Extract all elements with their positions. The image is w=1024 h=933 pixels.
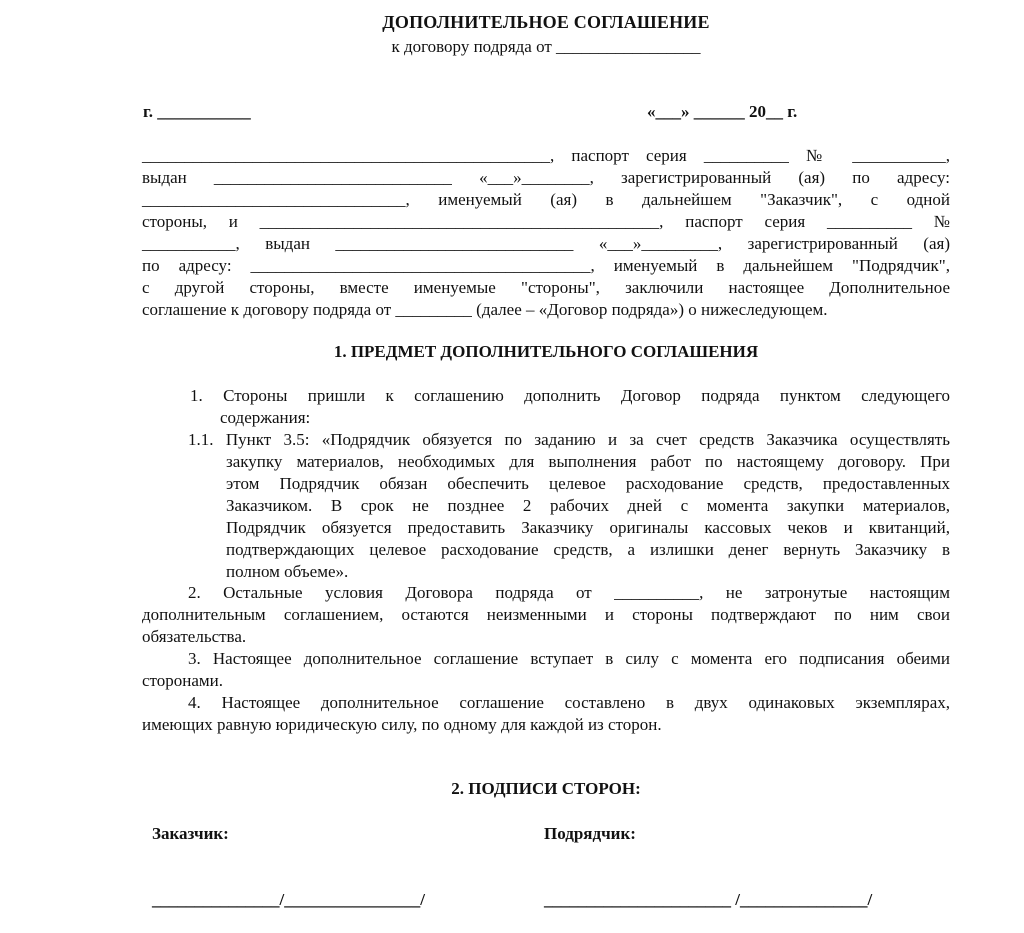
clause-line: сторонами. [142,671,223,690]
preamble-line: соглашение к договору подряда от _________ (далее – «Договор подряда») о нижеследующем. [142,300,828,319]
clause-line: Подрядчик обязуется предоставить Заказчику оригиналы кассовых чеков и квитанций, [226,518,950,537]
preamble-line: выдан ____________________________ «___»________, зарегистрированный (ая) по адресу: [142,168,950,187]
city-field: г. ___________ [143,102,251,121]
date-field: «___» ______ 20__ г. [647,102,798,121]
preamble-line: стороны, и _______________________________________________, паспорт серия __________ № [142,212,950,231]
preamble-line: ________________________________________________, паспорт серия __________ № ___________, [142,146,950,165]
section-2-title: 2. ПОДПИСИ СТОРОН: [451,779,641,798]
contractor-signature-line: ______________________ /_______________/ [544,890,873,909]
clause-line: 3. Настоящее дополнительное соглашение вступает в силу с момента его подписания обеими [188,649,950,668]
clause-line: этом Подрядчик обязан обеспечить целевое расходование средств, предоставленных [226,474,950,493]
clause-line: Заказчиком. В срок не позднее 2 рабочих дней с момента закупки материалов, [226,496,950,515]
preamble-line: с другой стороны, вместе именуемые "стороны", заключили настоящее Дополнительное [142,278,950,297]
clause-2 [142,582,950,648]
clause-line: 2. Остальные условия Договора подряда от __________, не затронутые настоящим [188,583,950,602]
preamble-line: ___________, выдан ____________________________ «___»_________, зарегистрированный (ая) [142,234,950,253]
customer-label: Заказчик: [152,824,229,843]
clause-line: обязательства. [142,627,247,646]
document-subtitle: к договору подряда от _________________ [391,37,701,56]
clause-line: полном объеме». [226,562,349,581]
clause-line: 4. Настоящее дополнительное соглашение составлено в двух одинаковых экземплярах, [188,693,950,712]
clause-4 [142,692,950,736]
clause-1-1 [188,429,950,583]
customer-signature-line: _______________/________________/ [152,890,425,909]
clause-line: подтверждающих целевое расходование средств, а излишки денег вернуть Заказчику в [226,540,950,559]
preamble-paragraph [142,145,950,321]
clause-line: 1. Стороны пришли к соглашению дополнить Договор подряда пунктом следующего [190,386,950,405]
document-title: ДОПОЛНИТЕЛЬНОЕ СОГЛАШЕНИЕ [382,12,710,32]
clause-3 [142,648,950,692]
preamble-line: по адресу: ________________________________________, именуемый в дальнейшем "Подрядчик", [142,256,950,275]
section-1-title: 1. ПРЕДМЕТ ДОПОЛНИТЕЛЬНОГО СОГЛАШЕНИЯ [333,342,759,361]
clause-1 [190,385,950,429]
clause-line: закупку материалов, необходимых для выполнения работ по настоящему договору. При [226,452,950,471]
preamble-line: _______________________________, именуемый (ая) в дальнейшем "Заказчик", с одной [142,190,950,209]
clause-line: имеющих равную юридическую силу, по одному для каждой из сторон. [142,715,662,734]
contractor-label: Подрядчик: [544,824,636,843]
clause-line: дополнительным соглашением, остаются неизменными и стороны подтверждают по ним свои [142,605,950,624]
clause-line: содержания: [220,408,311,427]
clause-line: 1.1. Пункт 3.5: «Подрядчик обязуется по заданию и за счет средств Заказчика осуществлять [188,430,950,449]
